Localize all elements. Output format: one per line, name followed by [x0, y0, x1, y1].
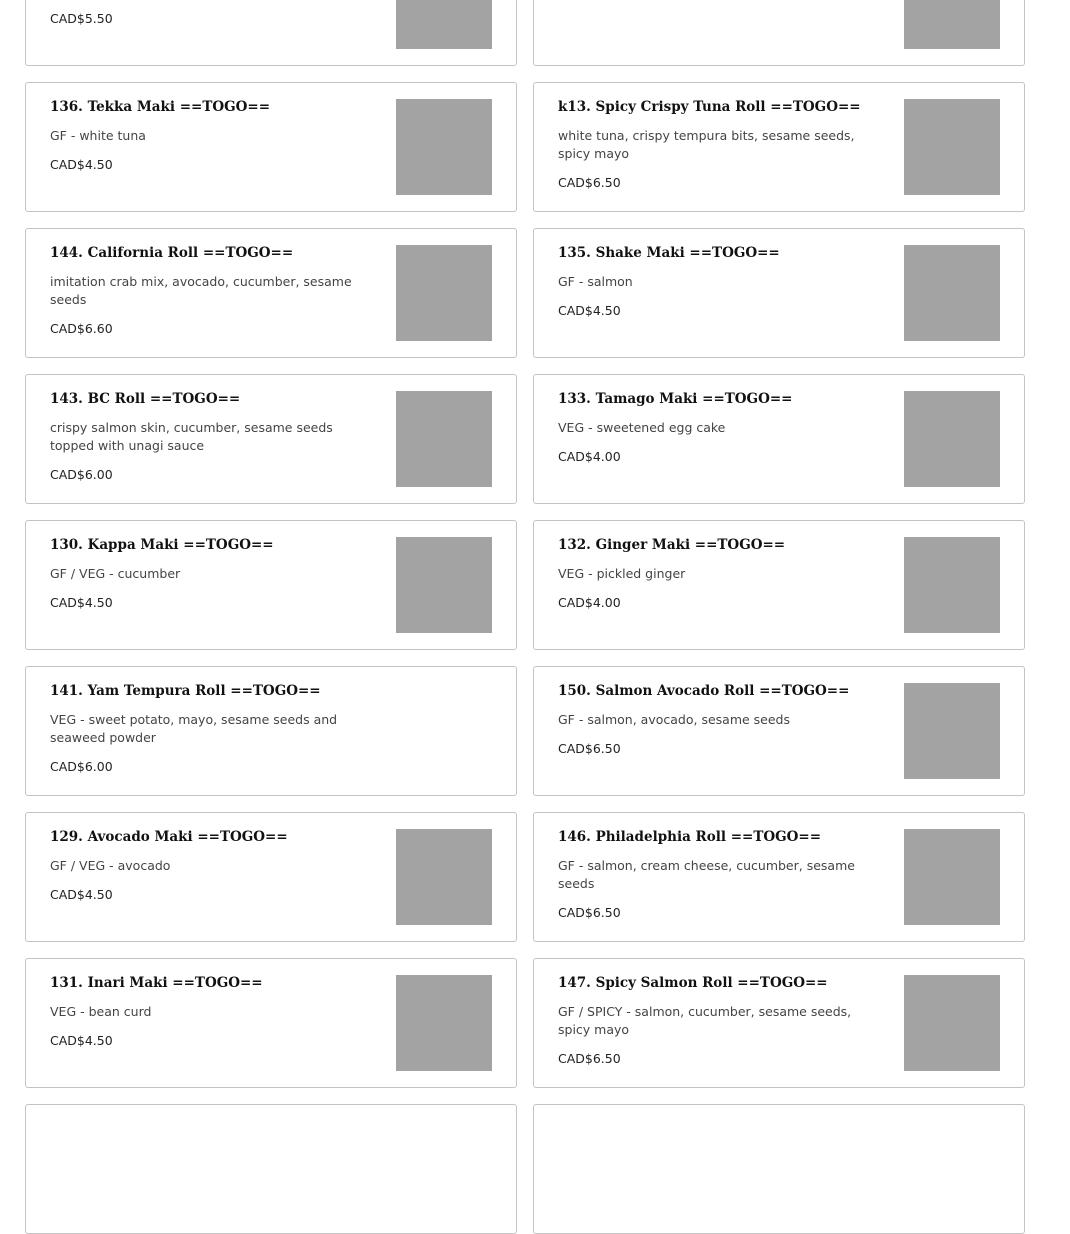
menu-item-description: VEG - sweet potato, mayo, sesame seeds and seaweed powder	[50, 712, 338, 745]
menu-item-title: 136. Tekka Maki ==TOGO==	[50, 99, 271, 115]
menu-item-description: GF - salmon, cream cheese, cucumber, sesame seeds	[558, 858, 855, 891]
menu-item-card[interactable]	[25, 374, 517, 504]
menu-item-price: CAD$6.50	[558, 175, 621, 190]
menu-item-details	[558, 391, 880, 465]
menu-item-card[interactable]	[25, 812, 517, 942]
menu-item-description: imitation crab mix, avocado, cucumber, sesame seeds	[50, 274, 352, 307]
menu-item-details	[50, 683, 372, 775]
menu-item-price: CAD$4.50	[50, 157, 113, 172]
menu-item-details	[50, 99, 372, 173]
menu-item-title	[50, 1121, 372, 1137]
menu-item-description: GF / VEG - avocado	[50, 858, 171, 873]
menu-item-details	[558, 829, 880, 921]
menu-item-details	[50, 0, 372, 27]
menu-item-title: 130. Kappa Maki ==TOGO==	[50, 537, 274, 553]
menu-item-description: VEG - bean curd	[50, 1004, 152, 1019]
menu-item-card[interactable]	[533, 666, 1025, 796]
menu-item-card[interactable]	[25, 82, 517, 212]
menu-item-image-placeholder[interactable]	[396, 829, 492, 925]
menu-item-card[interactable]	[533, 520, 1025, 650]
menu-item-description: GF - salmon	[558, 274, 633, 289]
menu-item-card[interactable]	[533, 82, 1025, 212]
menu-item-details	[50, 975, 372, 1049]
menu-item-card[interactable]	[25, 228, 517, 358]
menu-item-title: k13. Spicy Crispy Tuna Roll ==TOGO==	[558, 99, 861, 115]
menu-item-details	[558, 683, 880, 757]
menu-item-details	[50, 829, 372, 903]
menu-item-image-placeholder[interactable]	[904, 683, 1000, 779]
menu-item-details	[50, 537, 372, 611]
menu-item-title: 129. Avocado Maki ==TOGO==	[50, 829, 288, 845]
menu-item-details	[558, 537, 880, 611]
menu-item-details	[50, 391, 372, 483]
menu-item-description: GF - white tuna	[50, 128, 146, 143]
menu-item-card[interactable]	[533, 374, 1025, 504]
menu-item-price: CAD$4.00	[558, 595, 621, 610]
menu-item-image-placeholder[interactable]	[904, 391, 1000, 487]
menu-item-card[interactable]	[533, 1104, 1025, 1234]
menu-item-card[interactable]	[25, 520, 517, 650]
menu-item-details	[558, 975, 880, 1067]
menu-item-title: 144. California Roll ==TOGO==	[50, 245, 294, 261]
menu-item-price: CAD$6.00	[50, 759, 113, 774]
menu-item-title: 133. Tamago Maki ==TOGO==	[558, 391, 793, 407]
menu-item-title: 135. Shake Maki ==TOGO==	[558, 245, 780, 261]
menu-item-title: 147. Spicy Salmon Roll ==TOGO==	[558, 975, 828, 991]
menu-item-grid	[25, 0, 1025, 1234]
menu-item-image-placeholder[interactable]	[904, 975, 1000, 1071]
menu-item-details	[50, 245, 372, 337]
menu-item-title: 131. Inari Maki ==TOGO==	[50, 975, 263, 991]
menu-item-price: CAD$4.00	[558, 449, 621, 464]
menu-item-price: CAD$4.50	[50, 595, 113, 610]
menu-item-details	[558, 1121, 880, 1149]
menu-item-price: CAD$4.50	[50, 887, 113, 902]
menu-item-price: CAD$6.50	[558, 905, 621, 920]
menu-item-card[interactable]	[25, 1104, 517, 1234]
menu-item-price: CAD$4.50	[50, 1033, 113, 1048]
menu-item-title: 143. BC Roll ==TOGO==	[50, 391, 241, 407]
menu-item-card[interactable]	[533, 958, 1025, 1088]
menu-item-image-placeholder[interactable]	[904, 245, 1000, 341]
menu-item-image-placeholder[interactable]	[396, 537, 492, 633]
menu-item-description: white tuna, crispy tempura bits, sesame seeds, spicy mayo	[558, 128, 855, 161]
menu-item-description: crispy salmon skin, cucumber, sesame seeds topped with unagi sauce	[50, 420, 333, 453]
menu-item-image-placeholder[interactable]	[904, 0, 1000, 49]
menu-item-title: 150. Salmon Avocado Roll ==TOGO==	[558, 683, 850, 699]
menu-item-title: 141. Yam Tempura Roll ==TOGO==	[50, 683, 321, 699]
menu-item-description: GF / VEG - cucumber	[50, 566, 181, 581]
menu-item-image-placeholder[interactable]	[396, 975, 492, 1071]
menu-item-price: CAD$6.00	[50, 467, 113, 482]
menu-item-price: CAD$6.50	[558, 741, 621, 756]
menu-item-description: GF - salmon, avocado, sesame seeds	[558, 712, 790, 727]
menu-item-image-placeholder[interactable]	[396, 0, 492, 49]
menu-item-card[interactable]	[25, 0, 517, 66]
menu-item-price: CAD$4.50	[558, 303, 621, 318]
menu-item-details	[50, 1121, 372, 1149]
menu-item-price: CAD$6.60	[50, 321, 113, 336]
menu-item-card[interactable]	[25, 666, 517, 796]
menu-item-description: VEG - sweetened egg cake	[558, 420, 726, 435]
menu-item-card[interactable]	[533, 0, 1025, 66]
menu-item-title: 132. Ginger Maki ==TOGO==	[558, 537, 786, 553]
menu-item-title	[558, 1121, 880, 1137]
menu-item-card[interactable]	[25, 958, 517, 1088]
menu-item-price: CAD$5.50	[50, 11, 113, 26]
menu-item-image-placeholder[interactable]	[396, 245, 492, 341]
menu-item-details	[558, 99, 880, 191]
menu-item-card[interactable]	[533, 228, 1025, 358]
menu-item-card[interactable]	[533, 812, 1025, 942]
menu-item-price: CAD$6.50	[558, 1051, 621, 1066]
menu-item-image-placeholder[interactable]	[904, 829, 1000, 925]
menu-item-image-placeholder[interactable]	[396, 99, 492, 195]
menu-item-title: 146. Philadelphia Roll ==TOGO==	[558, 829, 822, 845]
menu-item-image-placeholder[interactable]	[904, 99, 1000, 195]
menu-item-image-placeholder[interactable]	[396, 391, 492, 487]
menu-item-image-placeholder[interactable]	[904, 537, 1000, 633]
menu-item-details	[558, 245, 880, 319]
menu-item-description: VEG - pickled ginger	[558, 566, 686, 581]
menu-item-description: GF / SPICY - salmon, cucumber, sesame seeds, spicy mayo	[558, 1004, 852, 1037]
